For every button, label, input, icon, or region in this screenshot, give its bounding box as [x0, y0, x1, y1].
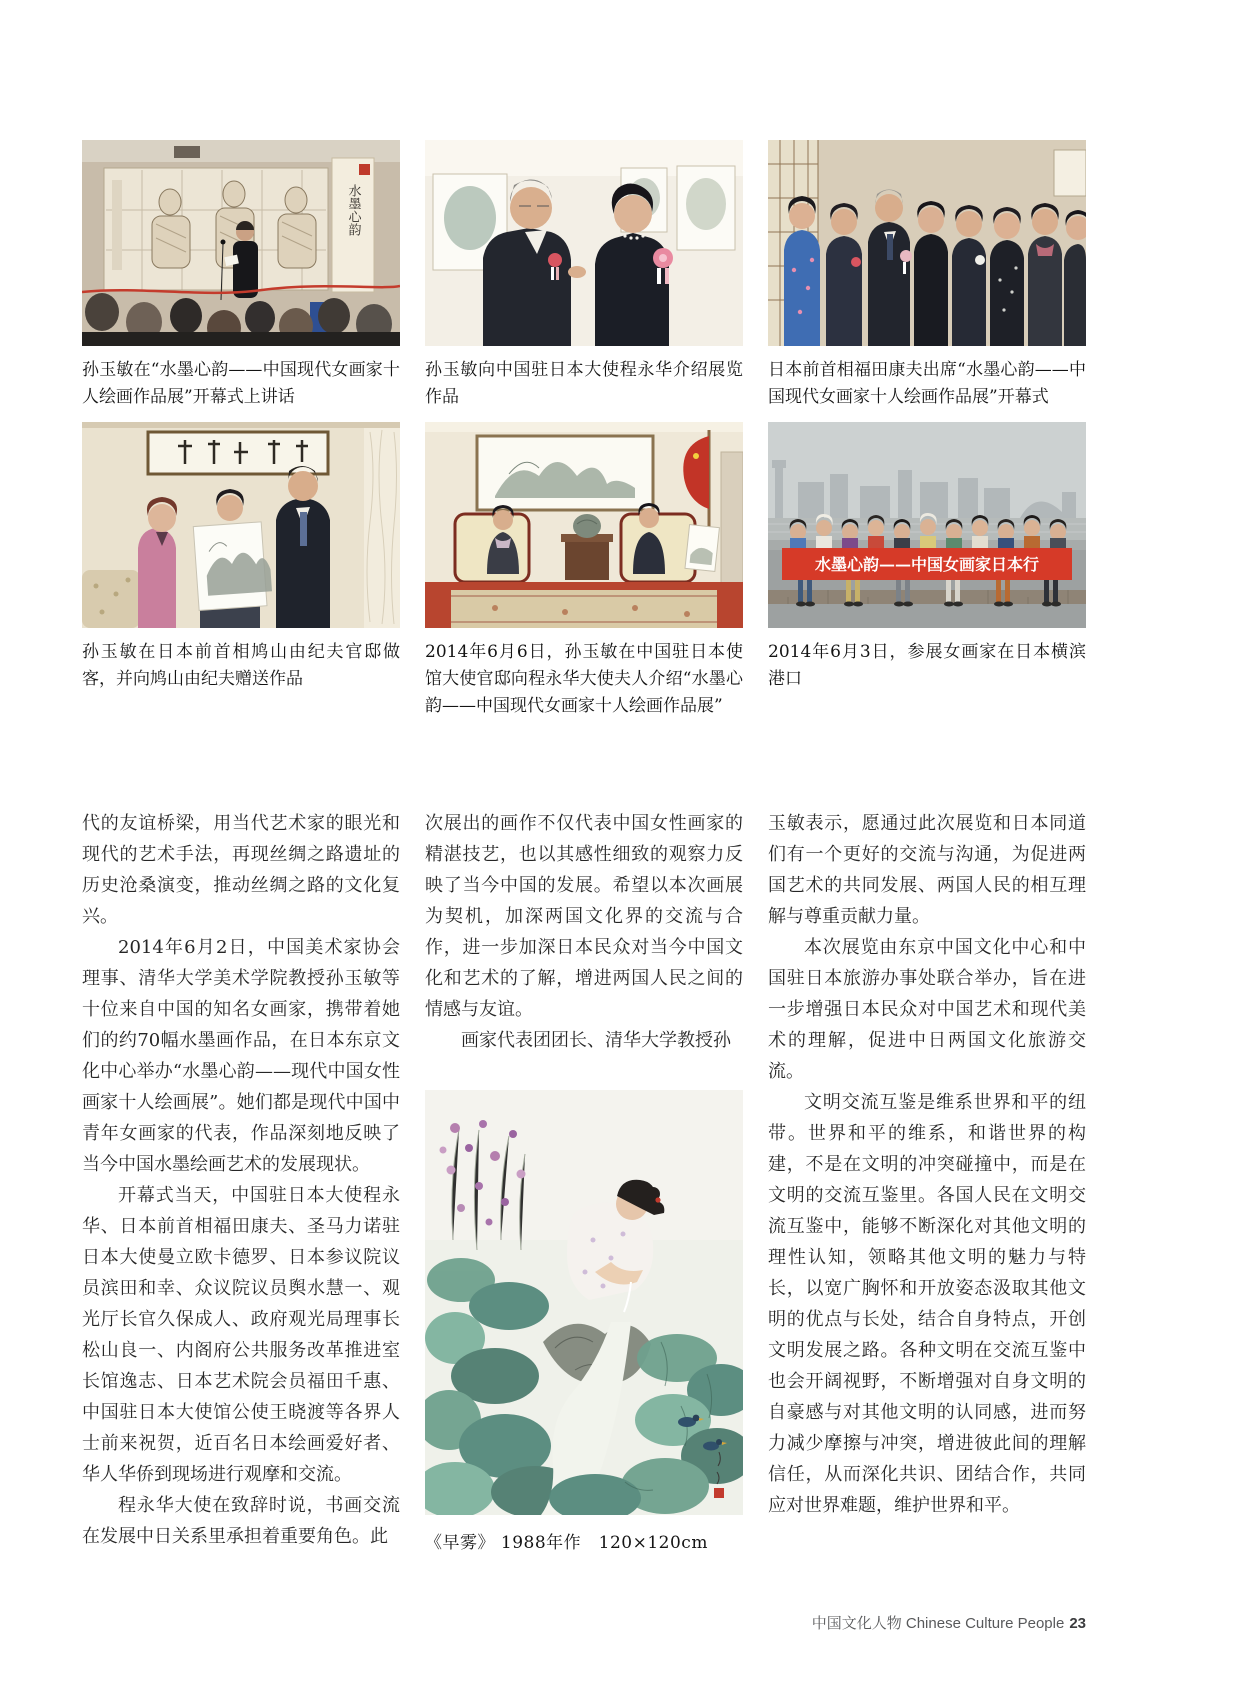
- paragraph: 文明交流互鉴是维系世界和平的纽带。世界和平的维系，和谐世界的构建，不是在文明的冲突碰撞中，而是在文明的交流互鉴里。各国人民在文明交流互鉴中，能够不断深化对其他文明的理性认知，领略其他文明的魅力与特长，以宽广胸怀和开放姿态汲取其他文明的优点与长处，结合自身特点，开创文明发展之路。各种文明在交流互鉴中也会开阔视野，不断增强对自身文明的自豪感与对其他文明的认同感，进而努力减少摩擦与冲突，增进彼此间的理解信任，从而深化共识、团结合作，共同应对世界难题，维护世界和平。: [768, 1092, 1086, 1516]
- photo-cell-3: [768, 140, 1086, 411]
- photo-cell-4: [82, 422, 400, 720]
- photo-group-fukuda: [768, 140, 1086, 346]
- page-number: 23: [1069, 1615, 1086, 1632]
- paragraph: 本次展览由东京中国文化中心和中国驻日本旅游办事处联合举办，旨在进一步增强日本民众对中国艺术和现代美术的理解，促进中日两国文化旅游交流。: [768, 937, 1086, 1082]
- banner-text: 水墨心韵——中国女画家日本行: [814, 555, 1040, 574]
- photo-caption-2: 孙玉敏向中国驻日本大使程永华介绍展览作品: [425, 360, 743, 407]
- artwork-image-morning-mist: [425, 1090, 743, 1515]
- photo-cell-2: [425, 140, 743, 411]
- photo-caption-1: 孙玉敏在“水墨心韵——中国现代女画家十人绘画作品展”开幕式上讲话: [82, 360, 400, 407]
- photo-caption-3: 日本前首相福田康夫出席“水墨心韵——中国现代女画家十人绘画作品展”开幕式: [768, 360, 1086, 407]
- photo-gallery-talk: [425, 140, 743, 346]
- artwork-caption: 《早雾》 1988年作 120×120cm: [425, 1533, 708, 1553]
- paragraph: 程永华大使在致辞时说，书画交流在发展中日关系里承担着重要角色。此: [82, 1495, 400, 1547]
- photo-yokohama-harbor: [768, 422, 1086, 628]
- paragraph: 次展出的画作不仅代表中国女性画家的精湛技艺，也以其感性细致的观察力反映了当今中国的发展。希望以本次画展为契机，加深两国文化界的交流与合作，进一步加深日本民众对当今中国文化和艺术的了解，增进两国人民之间的情感与友谊。: [425, 813, 743, 1020]
- footer-magazine-title: 中国文化人物 Chinese Culture People: [811, 1615, 1065, 1632]
- artist-seal: [714, 1488, 724, 1498]
- mural-banner-text: 水墨心韵: [345, 184, 361, 236]
- photo-cell-5: [425, 422, 743, 720]
- photo-caption-4: 孙玉敏在日本前首相鸠山由纪夫官邸做客，并向鸠山由纪夫赠送作品: [82, 642, 400, 689]
- article-column-3: [768, 808, 1086, 1553]
- paragraph: 代的友谊桥梁，用当代艺术家的眼光和现代的艺术手法，再现丝绸之路遗址的历史沧桑演变，推动丝绸之路的文化复兴。: [82, 813, 400, 927]
- photo-cell-1: [82, 140, 400, 411]
- paragraph: 玉敏表示，愿通过此次展览和日本同道们有一个更好的交流与沟通，为促进两国艺术的共同发展、两国人民的相互理解与尊重贡献力量。: [768, 813, 1086, 927]
- photo-cell-6: [768, 422, 1086, 720]
- paragraph: 2014年6月2日，中国美术家协会理事、清华大学美术学院教授孙玉敏等十位来自中国的知名女画家，携带着她们的约70幅水墨画作品，在日本东京文化中心举办“水墨心韵——现代中国女性画家十人绘画展”。她们都是现代中国中青年女画家的代表，作品深刻地反映了当今中国水墨绘画艺术的发展现状。: [82, 937, 400, 1175]
- article-column-1: [82, 808, 400, 1553]
- article-body: [82, 808, 1086, 1553]
- photo-opening-speech: [82, 140, 400, 346]
- article-column-2: [425, 808, 743, 1553]
- page-footer: [812, 1612, 1086, 1633]
- paragraph: 画家代表团团长、清华大学教授孙: [461, 1030, 731, 1051]
- photo-row-1: [82, 140, 1086, 411]
- photo-embassy-meeting: [425, 422, 743, 628]
- photo-caption-6: 2014年6月3日，参展女画家在日本横滨港口: [768, 642, 1086, 689]
- photo-row-2: [82, 422, 1086, 720]
- exhibition-logo: [359, 164, 370, 175]
- photo-caption-5: 2014年6月6日，孙玉敏在中国驻日本使馆大使官邸向程永华大使夫人介绍“水墨心韵——中国现代女画家十人绘画作品展”: [425, 642, 743, 716]
- photo-gift-presentation: [82, 422, 400, 628]
- paragraph: 开幕式当天，中国驻日本大使程永华、日本前首相福田康夫、圣马力诺驻日本大使曼立欧卡德罗、日本参议院议员滨田和幸、众议院议员舆水慧一、观光厅长官久保成人、政府观光局理事长松山良一、内阁府公共服务改革推进室长馆逸志、日本艺术院会员福田千惠、中国驻日本大使馆公使王晓渡等各界人士前来祝贺，近百名日本绘画爱好者、华人华侨到现场进行观摩和交流。: [82, 1185, 400, 1485]
